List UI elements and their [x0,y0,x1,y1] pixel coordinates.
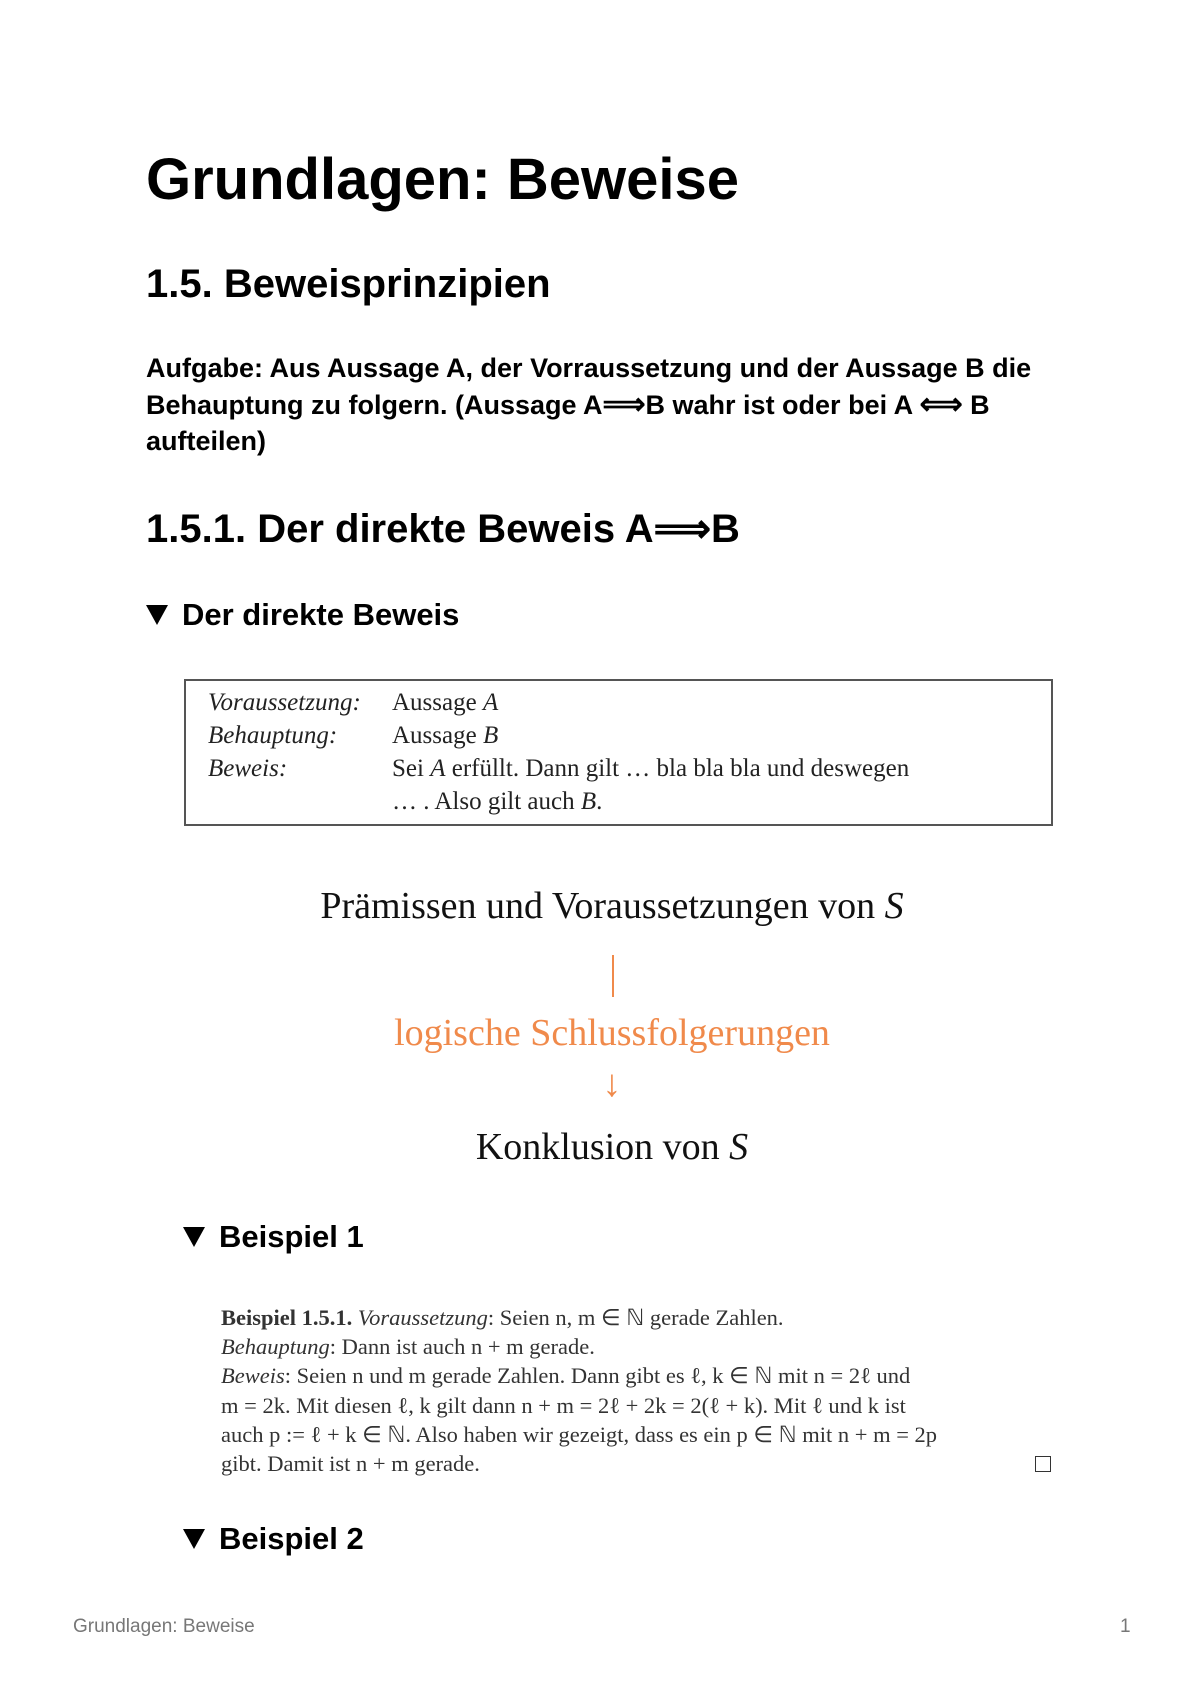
proof-row-premise [208,686,361,719]
proof-row-claim [208,719,337,752]
page-title: Grundlagen: Beweise [146,147,740,212]
footer-title: Grundlagen: Beweise [73,1616,255,1637]
diagram-connector-line [612,955,614,997]
toggle-example-2[interactable] [183,1521,364,1557]
toggle-label: Der direkte Beweis [182,597,460,632]
example-line: gibt. Damit ist n + m gerade. [221,1449,1051,1478]
example-line: Behauptung : Dann ist auch n + m gerade. [221,1334,595,1360]
diagram-logic: logische Schlussfolgerungen [394,1012,830,1054]
example-line: m = 2k. Mit diesen ℓ, k gilt dann n + m = 2ℓ + 2k = 2(ℓ + k). Mit ℓ und k ist [221,1392,906,1418]
proof-value: Aussage A [392,689,499,716]
triangle-down-icon [146,605,168,625]
section-heading: 1.5. Beweisprinzipien [146,262,551,306]
task-text-c: B aufteilen) [146,389,990,456]
qed-square-icon [1035,1456,1051,1472]
proof-value-cont: … . Also gilt auch B. [392,788,603,815]
subsection-heading [146,506,740,552]
equivalence-symbol: ⟺ [919,387,963,421]
triangle-down-icon [183,1227,205,1247]
toggle-example-1[interactable] [183,1219,364,1255]
diagram-premise: Prämissen und Voraussetzungen von S [320,885,904,927]
subsection-text-b: B [711,507,740,551]
example-heading: Beispiel 1.5.1. [221,1305,353,1330]
task-text-b: B wahr ist oder bei A [645,389,920,420]
example-line: Beweis : Seien n und m gerade Zahlen. Dann gibt es ℓ, k ∈ ℕ mit n = 2ℓ und [221,1363,911,1389]
example-line: auch p := ℓ + k ∈ ℕ. Also haben wir gezeigt, dass es ein p ∈ ℕ mit n + m = 2p [221,1421,938,1447]
implies-symbol: ⟹ [653,507,711,551]
toggle-label: Beispiel 2 [219,1521,364,1556]
task-text-a: Aufgabe: Aus Aussage A, der Vorraussetzung und der Aussage B die Behauptung zu folgern. (Aussage A [146,353,1032,420]
proof-label: Beweis: [208,755,288,782]
toggle-direct-proof[interactable] [146,597,459,633]
proof-row-proof [208,752,287,785]
proof-value: Sei A erfüllt. Dann gilt … bla bla bla und deswegen [392,755,910,782]
example-line: Beispiel 1.5.1. Voraussetzung : Seien n, m ∈ ℕ gerade Zahlen. [221,1303,1051,1332]
implies-symbol: ⟹ [602,387,646,421]
page-number: 1 [1120,1616,1131,1637]
subsection-text: 1.5.1. Der direkte Beweis A [146,507,654,551]
proof-label: Voraussetzung: [208,689,361,716]
down-arrow-icon: ↓ [602,1063,622,1105]
proof-scheme-box [184,679,1053,826]
triangle-down-icon [183,1529,205,1549]
toggle-label: Beispiel 1 [219,1219,364,1254]
proof-value: Aussage B [392,722,499,749]
task-paragraph [146,350,1076,460]
diagram-conclusion: Konklusion von S [475,1126,749,1168]
proof-label: Behauptung: [208,722,338,749]
example-block [221,1303,1051,1478]
